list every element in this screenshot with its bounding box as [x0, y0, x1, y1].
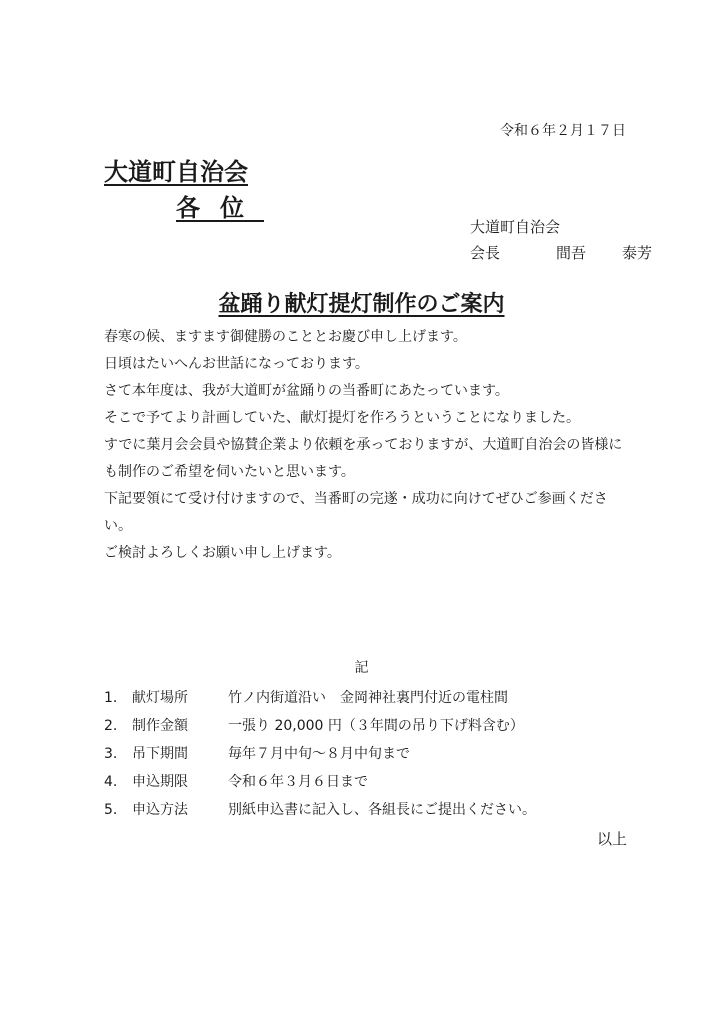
closing-mark: 以上	[596, 830, 627, 848]
body-paragraph: ご検討よろしくお願い申し上げます。	[104, 545, 341, 561]
addressee-organization: 大道町自治会	[104, 158, 248, 186]
sender-organization: 大道町自治会	[470, 218, 561, 236]
item-number: 3.	[104, 746, 118, 762]
list-item	[104, 768, 536, 796]
item-value: 竹ノ内街道沿い 金岡神社裏門付近の電柱間	[228, 690, 508, 706]
item-label: 制作金額	[132, 718, 188, 734]
document-date: 令和６年２月１７日	[500, 123, 626, 139]
item-number: 4.	[104, 774, 118, 790]
item-value: 毎年７月中旬～８月中旬まで	[228, 746, 410, 762]
sender-given-name: 泰芳	[622, 244, 653, 262]
item-number: 1.	[104, 690, 118, 706]
body-text	[104, 324, 632, 567]
sender-role: 会長	[470, 244, 501, 262]
list-item	[104, 684, 536, 712]
addressee-honorific: 各位	[176, 194, 264, 222]
document-title-text: 盆踊り献灯提灯制作のご案内	[218, 292, 505, 317]
ki-heading: 記	[354, 660, 369, 676]
list-item	[104, 796, 536, 824]
item-label: 献灯場所	[132, 690, 188, 706]
body-paragraph: 春寒の候、ますます御健勝のこととお慶び申し上げます。	[104, 329, 467, 345]
body-paragraph: さて本年度は、我が大道町が盆踊りの当番町にあたっています。	[104, 383, 509, 399]
list-item	[104, 712, 536, 740]
body-paragraph: 下記要領にて受け付けますので、当番町の完遂・成功に向けてぜひご参画ください。	[104, 491, 608, 534]
item-number: 5.	[104, 802, 118, 818]
item-value: 令和６年３月６日まで	[228, 774, 368, 790]
item-label: 申込方法	[132, 802, 188, 818]
list-item	[104, 740, 536, 768]
item-value: 別紙申込書に記入し、各組長にご提出ください。	[228, 802, 536, 818]
item-value: 一張り 20,000 円（３年間の吊り下げ料含む）	[228, 718, 524, 734]
details-list	[104, 684, 536, 824]
body-paragraph: すでに葉月会会員や協賛企業より依頼を承っておりますが、大道町自治会の皆様にも制作のご希望を伺いたいと思います。	[104, 437, 623, 480]
item-label: 吊下期間	[132, 746, 188, 762]
sender-name	[470, 242, 652, 263]
body-paragraph: 日頃はたいへんお世話になっております。	[104, 356, 369, 372]
document-title	[0, 287, 723, 318]
body-paragraph: そこで予てより計画していた、献灯提灯を作ろうということになりました。	[104, 410, 580, 426]
item-label: 申込期限	[132, 774, 188, 790]
item-number: 2.	[104, 718, 118, 734]
sender-family-name: 間吾	[556, 244, 587, 262]
